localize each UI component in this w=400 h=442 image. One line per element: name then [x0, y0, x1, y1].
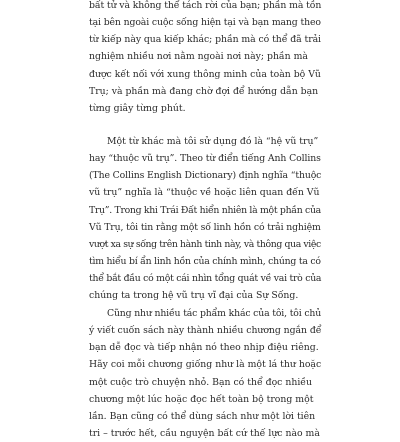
text-line: bạn dễ đọc và tiếp nhận nó theo nhịp điệu riêng.	[89, 342, 319, 354]
text-line: Trụ”. Trong khi Trái Đất hiển nhiên là một phần của	[89, 204, 321, 216]
text-line: vũ trụ” nghĩa là “thuộc về hoặc liên quan đến Vũ	[89, 187, 320, 199]
text-line: tại bên ngoài cuộc sống hiện tại và bạn mang theo	[89, 17, 321, 29]
text-line: tri – trước hết, cầu nguyện bất cứ thế lực nào mà	[89, 427, 320, 439]
text-line: một cuộc trò chuyện nhỏ. Bạn có thể đọc nhiều	[89, 376, 312, 388]
text-line: Một từ khác mà tôi sử dụng đó là “hệ vũ trụ”	[107, 136, 319, 147]
text-line: Vũ Trụ, tôi tin rằng một số linh hồn có trải nghiệm	[89, 221, 321, 233]
text-line: lần. Bạn cũng có thể dùng sách như một lời tiên	[89, 410, 316, 422]
text-line: Trụ; và phần mà đang chờ đợi để hướng dẫn bạn	[89, 85, 319, 97]
text-line: vượt xa sự sống trên hành tinh này, và thông qua việc	[89, 238, 321, 250]
text-line: hay “thuộc vũ trụ”. Theo từ điển tiếng Anh Collins	[89, 153, 321, 165]
paragraph-2	[89, 133, 321, 304]
text-line: (The Collins English Dictionary) định nghĩa “thuộc	[89, 170, 322, 182]
text-line: được kết nối với xung thông minh của toàn bộ Vũ	[89, 68, 321, 80]
text-line: nghiệm nhiều nơi nằm ngoài nơi này; phần mà	[89, 51, 308, 63]
text-line: Cũng như nhiều tác phẩm khác của tôi, tôi chủ	[107, 308, 322, 319]
paragraph-3	[89, 305, 321, 442]
text-line: ý viết cuốn sách này thành nhiều chương ngắn để	[89, 325, 322, 337]
text-line: từng giây từng phút.	[89, 102, 186, 114]
text-line: Hãy coi mỗi chương giống như là một lá thư hoặc	[89, 359, 322, 371]
text-line: chương một lúc hoặc đọc hết toàn bộ trong một	[89, 393, 314, 405]
text-line: từ kiếp này qua kiếp khác; phần mà có thể đã trải	[89, 34, 321, 46]
paragraph-1	[89, 0, 321, 117]
text-line: tìm hiểu bí ẩn linh hồn của chính mình, chúng ta có	[89, 255, 321, 267]
text-line: thể bắt đầu có một cái nhìn tổng quát về vai trò của	[89, 273, 322, 285]
text-line: bất tử và không thể tách rời của bạn; phần mà tồn	[89, 0, 322, 11]
text-line: chúng ta trong hệ vũ trụ vĩ đại của Sự Sống.	[89, 290, 299, 302]
